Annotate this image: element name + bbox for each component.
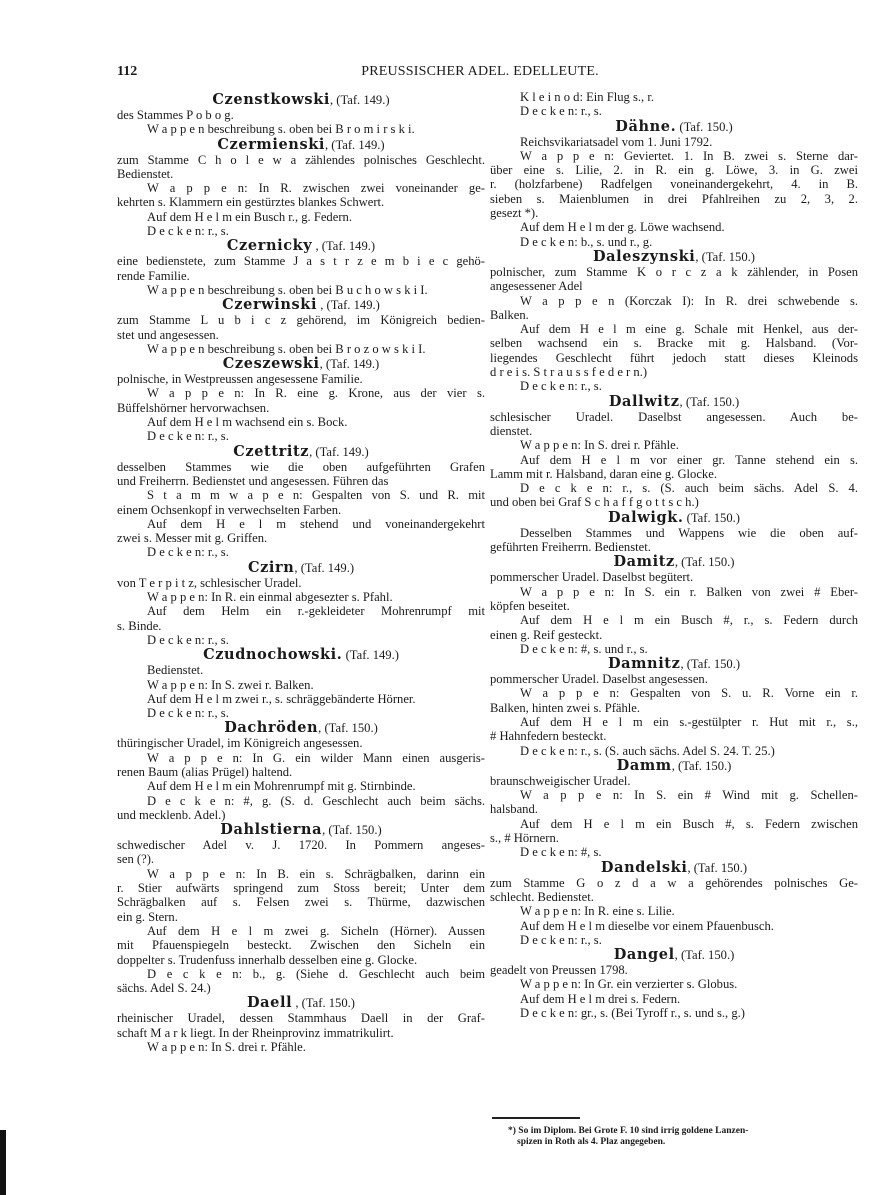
text-line: W a p p e n: In R. zwischen zwei voneinander ge-: [147, 181, 485, 196]
text-line: halsband.: [490, 802, 538, 817]
text-line: Auf dem H e l m ein Busch #, s. Federn zwischen: [520, 816, 858, 831]
text-line: desselben Stammes wie die oben aufgeführten Grafen: [117, 459, 485, 474]
text-line: zwei s. Messer mit g. Griffen.: [117, 531, 268, 546]
text-line: W a p p e n: In R. ein einmal abgesezter s. Pfahl.: [147, 590, 393, 605]
text-line: schwedischer Adel v. J. 1720. In Pommern angeses-: [117, 838, 485, 853]
text-line: Auf dem H e l m zwei r., s. schräggebänderte Hörner.: [147, 691, 416, 706]
text-line: zum Stamme G o z d a w a gehörendes polnisches Ge-: [490, 875, 858, 890]
text-line: Auf dem H e l m dieselbe vor einem Pfauenbusch.: [520, 918, 774, 933]
text-line: sen (?).: [117, 852, 155, 867]
plate-reference: (Taf. 150.): [676, 119, 733, 134]
entry: [117, 444, 485, 560]
entry-name: Czenstkowski: [212, 91, 330, 108]
entry: [490, 656, 858, 758]
text-line: ein g. Stern.: [117, 909, 178, 924]
entry-heading: [117, 444, 485, 460]
text-line: D e c k e n: r., s. (S. auch sächs. Adel S. 24. T. 25.): [520, 743, 775, 758]
text-line: Bedienstet.: [147, 663, 204, 678]
entry-name: Dandelski: [600, 858, 688, 876]
entry: [490, 119, 858, 249]
text-line: geadelt von Preussen 1798.: [490, 963, 628, 978]
text-line: Auf dem H e l m ein s.-gestülpter r. Hut mit r., s.,: [520, 714, 858, 729]
text-line: thüringischer Uradel, im Königreich angesessen.: [117, 736, 363, 751]
text-line: einen g. Reif gesteckt.: [490, 627, 603, 642]
entry: [490, 758, 858, 860]
text-line: W a p p e n: In S. ein r. Balken von zwei # Eber-: [520, 584, 858, 599]
text-line: selben wachsend ein s. Bracke mit g. Halsband. (Vor-: [490, 336, 858, 351]
entry-heading: [490, 510, 858, 526]
entry-name: Czettritz: [233, 442, 310, 460]
text-line: Auf dem H e l m ein Mohrenrumpf mit g. Stirnbinde.: [147, 779, 416, 794]
text-line: einem Ochsenkopf in verwechselten Farben.: [117, 502, 342, 517]
entry-heading: [117, 137, 485, 153]
footnote-line: *) So im Diplom. Bei Grote F. 10 sind irrig goldene Lanzen-: [508, 1126, 749, 1136]
entry: [117, 297, 485, 356]
entry: [117, 560, 485, 647]
entry-name: Dangel: [613, 946, 675, 964]
text-line: Auf dem H e l m ein Busch #, r., s. Federn durch: [520, 613, 858, 628]
text-line: braunschweigischer Uradel.: [490, 773, 631, 788]
entry-heading: [490, 249, 858, 265]
text-line: schaft M a r k liegt. In der Rheinprovinz immatrikulirt.: [117, 1025, 394, 1040]
text-line: Auf dem H e l m stehend und voneinandergekehrt: [147, 516, 485, 531]
text-line: r. (holzfarbene) Radfelgen voneinandergekehrt, 4. in B.: [490, 177, 858, 192]
text-line: Auf dem H e l m der g. Löwe wachsend.: [520, 220, 725, 235]
right-column: [490, 90, 858, 1020]
entry-heading: [490, 554, 858, 570]
text-line: und mecklenb. Adel.): [117, 807, 226, 822]
footnote: [508, 1126, 858, 1148]
entry: [117, 92, 485, 137]
text-line: polnischer, zum Stamme K o r c z a k zählender, in Posen: [490, 264, 858, 279]
text-line: W a p p e n: Geviertet. 1. In B. zwei s. Sterne dar-: [520, 148, 858, 163]
text-line: Balken, hinten zwei s. Pfähle.: [490, 700, 641, 715]
plate-reference: , (Taf. 150.): [674, 948, 735, 963]
entry: [117, 647, 485, 720]
text-line: liegendes Geschlecht führt jedoch statt dieses Kleinods: [490, 350, 858, 365]
text-line: Auf dem H e l m wachsend ein s. Bock.: [147, 415, 348, 430]
text-line: W a p p e n: In B. ein s. Schrägbalken, darinn ein: [147, 866, 485, 881]
entry: [117, 356, 485, 443]
entry-name: Daell: [247, 994, 293, 1012]
text-line: Auf dem H e l m drei s. Federn.: [520, 991, 681, 1006]
text-line: W a p p e n: In R. eine g. Krone, aus der vier s.: [147, 386, 485, 401]
text-line: geführten Freiherrn. Bedienstet.: [490, 540, 651, 555]
text-line: D e c k e n: r., s.: [147, 545, 229, 560]
text-line: pommerscher Uradel. Daselbst begütert.: [490, 570, 694, 585]
text-line: r. Stier aufwärts springend zum Stoss bereit; Unter dem: [117, 881, 485, 896]
text-line: köpfen beseitet.: [490, 598, 570, 613]
plate-reference: , (Taf. 150.): [292, 996, 355, 1011]
entry: [117, 720, 485, 822]
text-line: W a p p e n: In G. ein wilder Mann einen ausgeris-: [147, 750, 485, 765]
text-line: über eine s. Lilie, 2. in R. ein g. Löwe, 3. in G. zwei: [490, 163, 858, 178]
text-line: s., # Hörnern.: [490, 831, 559, 846]
text-line: stet und angesessen.: [117, 327, 219, 342]
entry-name: Czeszewski: [222, 355, 320, 373]
text-line: Auf dem H e l m vor einer gr. Tanne stehend ein s.: [520, 452, 858, 467]
text-line: dienstet.: [490, 423, 533, 438]
text-line: kehrten s. Klammern ein gestürztes blankes Schwert.: [117, 195, 385, 210]
entry-name: Czernicky: [226, 237, 313, 255]
plate-reference: , (Taf. 149.): [294, 560, 355, 575]
text-line: D e c k e n: b., s. und r., g.: [520, 234, 653, 249]
running-title: PREUSSISCHER ADEL. EDELLEUTE.: [361, 64, 599, 79]
text-line: K l e i n o d: Ein Flug s., r.: [520, 90, 654, 104]
text-line: Schrägbalken auf s. Felsen zwei s. Thürme, dazwischen: [117, 895, 485, 910]
text-line: D e c k e n: #, s. und r., s.: [520, 641, 648, 656]
entry: [490, 860, 858, 947]
entry-heading: [117, 560, 485, 576]
entry-heading: [117, 238, 485, 254]
text-line: D e c k e n: #, s.: [520, 845, 602, 860]
text-line: pommerscher Uradel. Daselbst angesessen.: [490, 672, 708, 687]
text-line: von T e r p i t z, schlesischer Uradel.: [117, 575, 302, 590]
text-line: zum Stamme C h o l e w a zählendes polnisches Geschlecht.: [117, 152, 485, 167]
entry-name: Daleszynski: [592, 247, 696, 265]
text-line: W a p p e n beschreibung s. oben bei B r o m i r s k i.: [147, 122, 415, 137]
text-line: # Hahnfedern besteckt.: [490, 729, 607, 744]
entry-heading: [117, 647, 485, 663]
plate-reference: , (Taf. 150.): [695, 249, 755, 264]
plate-reference: , (Taf. 149.): [324, 137, 385, 152]
entry-name: Dachröden: [224, 719, 319, 737]
text-line: Reichsvikariatsadel vom 1. Juni 1792.: [520, 134, 713, 149]
entry: [490, 249, 858, 394]
text-line: W a p p e n: Gespalten von S. u. R. Vorne ein r.: [520, 686, 858, 701]
entry-heading: [117, 995, 485, 1011]
text-line: S t a m m w a p e n: Gespalten von S. und R. mit: [147, 488, 485, 503]
text-line: W a p p e n: In S. ein # Wind mit g. Schellen-: [520, 788, 858, 803]
entry: [117, 822, 485, 995]
left-column: [117, 92, 485, 1054]
text-line: angesessener Adel: [490, 279, 583, 294]
footnote-rule: [492, 1117, 580, 1119]
entry-heading: [117, 297, 485, 313]
text-line: doppelter s. Trudenfuss innerhalb desselben eine g. Glocke.: [117, 952, 418, 967]
text-line: s. Binde.: [117, 618, 162, 633]
plate-reference: , (Taf. 149.): [319, 357, 380, 372]
text-line: und Freiherrn. Bedienstet und angesessen. Führen das: [117, 473, 389, 488]
text-line: renen Baum (alias Prügel) haltend.: [117, 764, 293, 779]
entry-heading: [490, 119, 858, 135]
entry-name: Dähne.: [615, 117, 677, 135]
text-line: D e c k e n: r., s.: [147, 429, 229, 444]
footnote-line: spizen in Roth als 4. Plaz angegeben.: [517, 1137, 666, 1147]
plate-reference: , (Taf. 150.): [674, 555, 735, 570]
text-line: W a p p e n: In Gr. ein verzierter s. Globus.: [520, 977, 738, 992]
text-line: sieben s. Maienblumen in drei Pfahlreihen zu 2, 3, 2.: [490, 191, 858, 206]
plate-reference: , (Taf. 150.): [680, 657, 741, 672]
entry-name: Damitz: [613, 553, 675, 571]
text-line: Auf dem H e l m eine g. Schale mit Henkel, aus der-: [520, 322, 858, 337]
plate-reference: (Taf. 150.): [683, 510, 740, 525]
entry-heading: [490, 656, 858, 672]
entry-name: Czermienski: [217, 135, 325, 153]
entry-name: Czerwinski: [222, 296, 318, 314]
entry-name: Dallwitz: [608, 392, 680, 410]
text-line: schlecht. Bedienstet.: [490, 889, 594, 904]
plate-reference: , (Taf. 149.): [309, 444, 369, 459]
scan-edge-artifact: [0, 1130, 6, 1195]
entry-name: Dalwigk.: [608, 508, 684, 526]
entry-name: Dahlstierna: [220, 821, 323, 839]
text-line: eine bedienstete, zum Stamme J a s t r z e m b i e c gehö-: [117, 254, 485, 269]
text-line: rende Familie.: [117, 268, 190, 283]
entry-name: Damnitz: [607, 655, 681, 673]
text-line: polnische, in Westpreussen angesessene Familie.: [117, 372, 363, 387]
plate-reference: , (Taf. 150.): [687, 860, 748, 875]
entry-heading: [117, 356, 485, 372]
plate-reference: , (Taf. 150.): [318, 721, 378, 736]
text-line: Desselben Stammes und Wappens wie die oben auf-: [520, 525, 858, 540]
text-line: D e c k e n: r., s.: [147, 224, 229, 239]
text-line: d r e i s. S t r a u s s f e d e r n.): [490, 365, 648, 380]
entry-heading: [490, 758, 858, 774]
entry: [117, 995, 485, 1054]
entry-heading: [490, 947, 858, 963]
entry: [490, 947, 858, 1020]
text-line: W a p p e n beschreibung s. oben bei B u c h o w s k i I.: [147, 282, 428, 297]
text-line: W a p p e n: In S. zwei r. Balken.: [147, 677, 314, 692]
text-line: D e c k e n: gr., s. (Bei Tyroff r., s. und s., g.): [520, 1006, 745, 1021]
text-line: D e c k e n: r., s.: [147, 706, 229, 721]
entry-heading: [117, 822, 485, 838]
text-line: D e c k e n: r., s.: [147, 632, 229, 647]
entry-heading: [490, 394, 858, 410]
plate-reference: , (Taf. 149.): [329, 93, 390, 107]
plate-reference: , (Taf. 149.): [317, 298, 380, 313]
plate-reference: , (Taf. 149.): [312, 239, 376, 254]
text-line: W a p p e n: In S. drei r. Pfähle.: [147, 1040, 306, 1055]
plate-reference: , (Taf. 150.): [322, 823, 382, 838]
entry: [490, 90, 858, 119]
text-line: und oben bei Graf S c h a f f g o t t s c h.): [490, 495, 699, 510]
text-line: D e c k e n: b., g. (Siehe d. Geschlecht auch beim: [147, 966, 485, 981]
text-line: sächs. Adel S. 24.): [117, 981, 211, 996]
text-line: des Stammes P o b o g.: [117, 108, 234, 122]
entry-heading: [490, 860, 858, 876]
text-line: zum Stamme L u b i c z gehörend, im Königreich bedien-: [117, 313, 485, 328]
text-line: Bedienstet.: [117, 166, 174, 181]
text-line: W a p p e n: In S. drei r. Pfähle.: [520, 438, 679, 453]
entry-heading: [117, 720, 485, 736]
plate-reference: , (Taf. 150.): [671, 758, 732, 773]
entry-name: Damm: [616, 756, 672, 774]
entry: [117, 238, 485, 297]
text-line: Lamm mit r. Halsband, daran eine g. Glocke.: [490, 466, 717, 481]
text-line: rheinischer Uradel, dessen Stammhaus Daell in der Graf-: [117, 1011, 485, 1026]
entry: [490, 554, 858, 656]
entry-name: Czudnochowski.: [203, 646, 343, 664]
text-line: W a p p e n: In R. eine s. Lilie.: [520, 904, 675, 919]
text-line: gesezt *).: [490, 206, 539, 221]
text-line: D e c k e n: r., s.: [520, 379, 602, 394]
plate-reference: (Taf. 149.): [342, 648, 399, 663]
text-line: D e c k e n: r., s.: [520, 104, 602, 119]
entry: [490, 394, 858, 510]
text-line: Balken.: [490, 307, 529, 322]
plate-reference: , (Taf. 150.): [679, 394, 740, 409]
text-line: Auf dem H e l m zwei g. Sicheln (Hörner). Aussen: [147, 923, 485, 938]
text-line: D e c k e n: #, g. (S. d. Geschlecht auch beim sächs.: [147, 793, 485, 808]
text-line: W a p p e n beschreibung s. oben bei B r o z o w s k i I.: [147, 341, 426, 356]
text-line: W a p p e n (Korczak I): In R. drei schwebende s.: [520, 293, 858, 308]
text-line: Büffelshörner hervorwachsen.: [117, 400, 270, 415]
entry-name: Czirn: [247, 558, 295, 576]
text-line: schlesischer Uradel. Daselbst angesessen. Auch be-: [490, 409, 858, 424]
text-line: D e c k e n: r., s. (S. auch beim sächs. Adel S. 4.: [520, 481, 858, 496]
entry: [117, 137, 485, 239]
text-line: D e c k e n: r., s.: [520, 932, 602, 947]
entry: [490, 510, 858, 555]
text-line: Auf dem Helm ein r.-gekleideter Mohrenrumpf mit: [147, 604, 485, 619]
entry-heading: [117, 92, 485, 108]
text-line: mit Pfauenspiegeln besteckt. Zwischen den Sicheln ein: [117, 938, 485, 953]
page-number: 112: [117, 64, 138, 79]
text-line: Auf dem H e l m ein Busch r., g. Federn.: [147, 209, 352, 224]
